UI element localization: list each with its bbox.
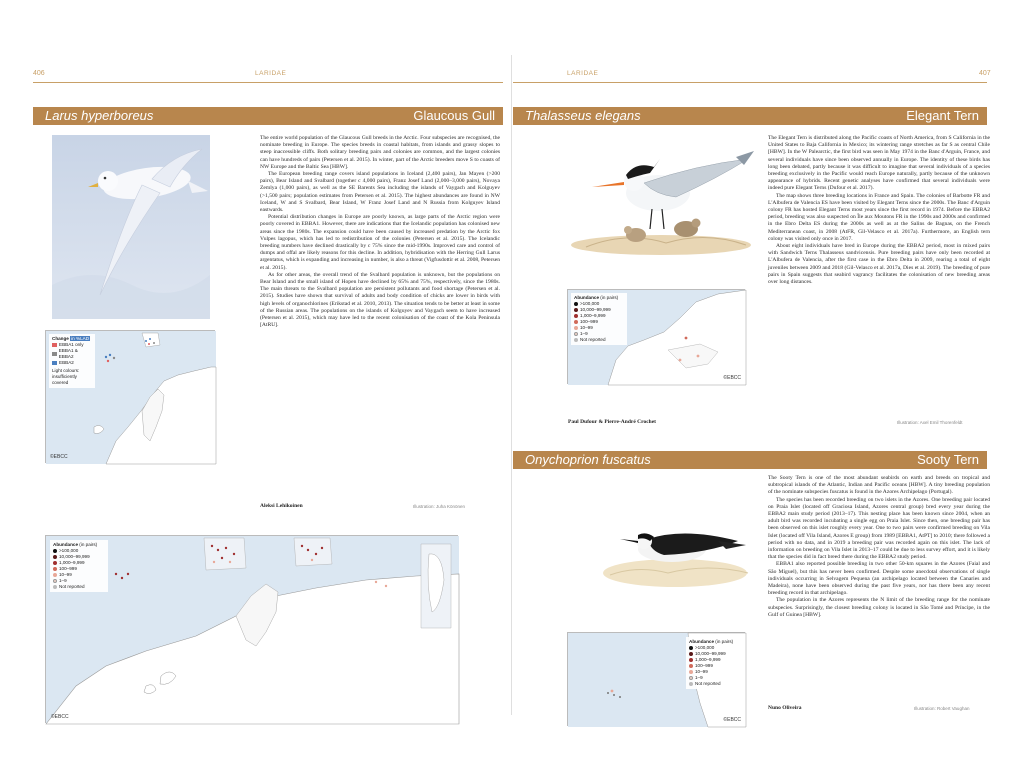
legend-label: >100,000 — [695, 645, 715, 650]
legend-dot — [574, 308, 578, 312]
legend-dot — [689, 676, 693, 680]
legend-note: Light colours: insufficiently covered — [52, 368, 80, 385]
abundance-legend — [686, 637, 742, 689]
legend-row — [53, 584, 105, 590]
legend-label: EBBA1 & EBBA2 — [58, 348, 78, 359]
species-title-bar — [513, 451, 987, 469]
legend-label: 10–99 — [59, 572, 72, 577]
paragraph: The map shows three breeding locations in France and Spain. The colonies of Barbotte FR and L'Albufera de Valencia ES have been visited by Elegant Terns since the 2000s. The Banc d'Arguin colony FR has hosted Elegant Terns most years since the first record in 1974. Before the EBBA2 period, breeding was also suspected on Île aux Moutons FR in the 1990s and 2000s and confirmed in the Ebro Delta ES during the 2000s as well as at the Salins de Bagnas, on the French Mediterranean coast, in 2008 (AtFR, Gil-Velasco et al. 2017a). Furthermore, an English tern colony was visited only once in 2017. — [768, 192, 990, 242]
section-label: LARIDAE — [255, 70, 287, 77]
legend-dot — [53, 585, 57, 589]
legend-label: Not reported — [59, 584, 85, 589]
legend-label: 10–99 — [580, 325, 593, 330]
legend-title: Abundance — [574, 295, 600, 300]
legend-label: 1–9 — [59, 578, 67, 583]
page-number: 407 — [979, 70, 991, 77]
legend-dot — [689, 646, 693, 650]
ebcc-logo: ©EBCC — [51, 714, 69, 720]
header-rule — [33, 82, 503, 83]
legend-dot — [574, 326, 578, 330]
legend-label: 10,000–99,999 — [59, 554, 90, 559]
paragraph: Potential distribution changes in Europe are poorly known, as large parts of the Arctic region were poorly covered in EBBA1. However, there are indications that the Icelandic population has colonised new areas since the 1980s. The expansion could have been caused by increased predation by the Arctic fox Vulpes lagopus, which has led to redistribution of the colonies (Petersen et al. 2015). The Icelandic breeding numbers have declined drastically by c 75% since the mid-1990s. Improved care and control of dumps and offal are likely reasons for this decline. In addition, hybridisation with the Herring Gull Larus argentatus, which is expanding and increasing in number, is also a threat (Vigfusdottir et al. 2008, Petersen et al. 2015). — [260, 214, 500, 271]
legend-dot — [53, 561, 57, 565]
abundance-legend — [50, 540, 108, 592]
elegant-tern-illustration — [566, 135, 756, 253]
legend-swatch — [52, 352, 57, 356]
legend-label: 1–9 — [580, 331, 588, 336]
legend-dot — [53, 579, 57, 583]
legend-tag: in %LAD — [71, 336, 90, 341]
legend-dot — [689, 682, 693, 686]
legend-label: EBBA1 only — [59, 342, 84, 347]
legend-dot — [53, 573, 57, 577]
common-name: Glaucous Gull — [413, 108, 495, 123]
sooty-tern-illustration — [598, 475, 752, 595]
left-page — [0, 55, 512, 720]
ebcc-logo: ©EBCC — [723, 717, 741, 723]
change-legend — [49, 334, 95, 388]
legend-label: 1,000–9,999 — [59, 560, 85, 565]
species-text — [768, 135, 990, 413]
species-text — [768, 475, 990, 703]
header-rule — [513, 82, 987, 83]
legend-label: EBBA2 — [59, 360, 74, 365]
abundance-map — [567, 289, 745, 384]
legend-row — [52, 360, 92, 366]
paragraph: The Sooty Tern is one of the most abundant seabirds on earth and breeds on tropical and subtropical islands of the Atlantic, Indian and Pacific oceans [HBW]. A tiny breeding population of the nominate subspecies fuscatus is found in the Azores Archipelago (Portugal). — [768, 475, 990, 496]
legend-dot — [53, 549, 57, 553]
ebcc-logo: ©EBCC — [723, 375, 741, 381]
paragraph: About eight individuals have bred in Europe during the EBBA2 period, most in mixed pairs with Sandwich Terns Thalasseus sandvicensis. Pure breeding pairs have only been recorded at L'Albufera de Valencia, after the first case in the Ebro Delta in 2009, rearing a total of eight juveniles between 2009 and 2018 (Gil-Velasco et al. 2017a, Dies et al. 2019). The breeding of pure pairs in Spain suggests that seabird vagrancy facilitates the colonisation of new breeding areas over long distances. — [768, 243, 990, 286]
legend-row — [689, 681, 739, 687]
paragraph: The species has been recorded breeding on two islets in the Azores. One breeding pair located on Praia Islet (located off Graciosa Island, Azores central group) bred every year during the EBBA2 main study period (2013–17). This nesting place has been known since 2004, when an adult bird was recorded incubating a single egg on Praia Islet. Since then, one breeding pair has been observed on this islet roughly every year. One to two pairs were confirmed breeding on Vila Islet (located off Vila Island, Azores E group) from 1989 [EBBA1, AtPT] to 2010; there followed a period with no data, and in 2019 a breeding pair was recorded again on this islet. The lack of information on breeding on Vila Islet in 2013–17 could be due to less survey effort, and it is likely that the species did in fact breed there during the EBBA2 study period. — [768, 496, 990, 561]
legend-label: Not reported — [695, 681, 721, 686]
legend-label: 1–9 — [695, 675, 703, 680]
legend-dot — [53, 567, 57, 571]
illustration-credit: Illustration: Juha Könönen — [413, 504, 466, 509]
legend-label: 1,000–9,999 — [695, 657, 721, 662]
legend-dot — [574, 338, 578, 342]
legend-unit: (in pairs) — [79, 542, 98, 547]
legend-unit: (in pairs) — [600, 295, 619, 300]
species-title-bar — [513, 107, 987, 125]
section-label: LARIDAE — [567, 70, 599, 77]
paragraph: As for other areas, the overall trend of the Svalbard population is unknown, but the populations on Bear Island and the small island of Hopen have declined by 65% and 75%, respectively, since the 1980s. The main threats to the Svalbard population are persistent pollutants and food shortage (Petersen et al. 2015). Studies have shown that survival of adults and body condition of chicks are lower in birds with high levels of organochlorines (Erikstad et al. 2010, 2013). The situation tends to be better at least in some of the Russian areas. The populations on the islands of Kolguyev and Vaygach seem to have increased (Petersen et al. 2015), which may have led to the recent colonisation of the coast of the Kola Peninsula [AtRU]. — [260, 271, 500, 329]
abundance-map — [45, 535, 458, 723]
legend-dot — [574, 332, 578, 336]
legend-title: Abundance — [53, 542, 79, 547]
illustration-credit: Illustration: Axel Emil Thorenfeldt — [897, 420, 963, 425]
paragraph: The population in the Azores represents the N limit of the breeding range for the nominate subspecies. Surprisingly, the closest breeding colony is located in São Tomé and Príncipe, in the Gulf of Guinea [HBW]. — [768, 597, 990, 618]
legend-title: Change — [52, 336, 69, 341]
scientific-name: Onychoprion fuscatus — [525, 452, 651, 467]
legend-label: 1,000–9,999 — [580, 313, 606, 318]
legend-label: >100,000 — [59, 548, 79, 553]
legend-dot — [689, 658, 693, 662]
legend-dot — [574, 302, 578, 306]
legend-dot — [689, 664, 693, 668]
legend-label: Not reported — [580, 337, 606, 342]
scientific-name: Thalasseus elegans — [525, 108, 641, 123]
legend-swatch — [52, 343, 57, 347]
legend-dot — [53, 555, 57, 559]
abundance-legend — [571, 293, 627, 345]
author-name: Nuno Oliveira — [768, 705, 802, 711]
glaucous-gull-illustration — [52, 135, 210, 319]
page-number: 406 — [33, 70, 45, 77]
legend-dot — [574, 320, 578, 324]
legend-label: 100–999 — [580, 319, 598, 324]
ebcc-logo: ©EBCC — [50, 454, 68, 460]
change-map — [45, 330, 215, 463]
paragraph: The European breeding range covers island populations in Iceland (2,400 pairs), Jan Mayen (>200 pairs), Bear Island and Svalbard (together c 4,000 pairs), Franz Josef Land (2,000–3,000 pairs), Novaya Zemlya (1,000 pairs), as well as the SE Barents Sea including the islands of Vaygach and Kolguyev (>1,500 pairs; population estimates from Petersen et al. 2015). The highest abundances are found in NW Iceland, W and S Svalbard, Bear Island, W Franz Josef Land and N Russia from Kolguyev Island eastwards. — [260, 171, 500, 214]
legend-unit: (in pairs) — [715, 639, 734, 644]
legend-dot — [689, 652, 693, 656]
scientific-name: Larus hyperboreus — [45, 108, 154, 123]
author-name: Aleksi Lehikoinen — [260, 503, 303, 509]
legend-title: Abundance — [689, 639, 715, 644]
legend-dot — [574, 314, 578, 318]
legend-label: 10–99 — [695, 669, 708, 674]
legend-label: 10,000–99,999 — [580, 307, 611, 312]
legend-dot — [689, 670, 693, 674]
legend-label: >100,000 — [580, 301, 600, 306]
common-name: Sooty Tern — [917, 452, 979, 467]
common-name: Elegant Tern — [906, 108, 979, 123]
author-name: Paul Dufour & Pierre-André Crochet — [568, 419, 656, 425]
abundance-map — [567, 632, 745, 726]
paragraph: The entire world population of the Glaucous Gull breeds in the Arctic. Four subspecies are recognised, the nominate breeding in Europe. The species breeds in coastal habitats, from islands and grassy slopes to steep inaccessible cliffs. Both solitary breeding pairs and colonies are common, and the largest colonies can have hundreds of pairs (Petersen et al. 2015). In winter, part of the Arctic breeders move S to coasts of NW Europe and the Baltic Sea [HBW]. — [260, 135, 500, 170]
legend-label: 100–999 — [695, 663, 713, 668]
paragraph: The Elegant Tern is distributed along the Pacific coasts of North America, from S California in the United States to Baja California in Mexico; its wintering range stretches as far S as central Chile [HBW]. In the W Palearctic, the first bird was seen in May 1974 in the Banc d'Arguin, France, and several individuals have since been observed annually in Europe. The identity of these birds has long been debated, partly because it was difficult to imagine that several individuals of a species breeding exclusively in the Pacific would reach Europe naturally, partly because of the unknown appearance of hybrids. Recent genetic analyses have confirmed that several individuals were indeed pure Elegant Terns (Dufour et al. 2017). — [768, 135, 990, 192]
species-title-bar — [33, 107, 503, 125]
legend-label: 100–999 — [59, 566, 77, 571]
legend-row — [52, 348, 92, 360]
right-page — [512, 55, 1024, 723]
paragraph: EBBA1 also reported possible breeding in two other 50-km squares in the Azores (Faial and São Miguel), but this has never been confirmed. Despite some anecdotal observations of single individuals occurring in Selvagem Pequena (an archipelago located between the Canaries and Madeira), none have been observed during the past five years, nor has there been any recent breeding record in that archipelago. — [768, 561, 990, 597]
species-text — [260, 135, 500, 490]
legend-swatch — [52, 361, 57, 365]
legend-row — [574, 337, 624, 343]
illustration-credit: Illustration: Robert Vaughan — [914, 706, 970, 711]
legend-label: 10,000–99,999 — [695, 651, 726, 656]
